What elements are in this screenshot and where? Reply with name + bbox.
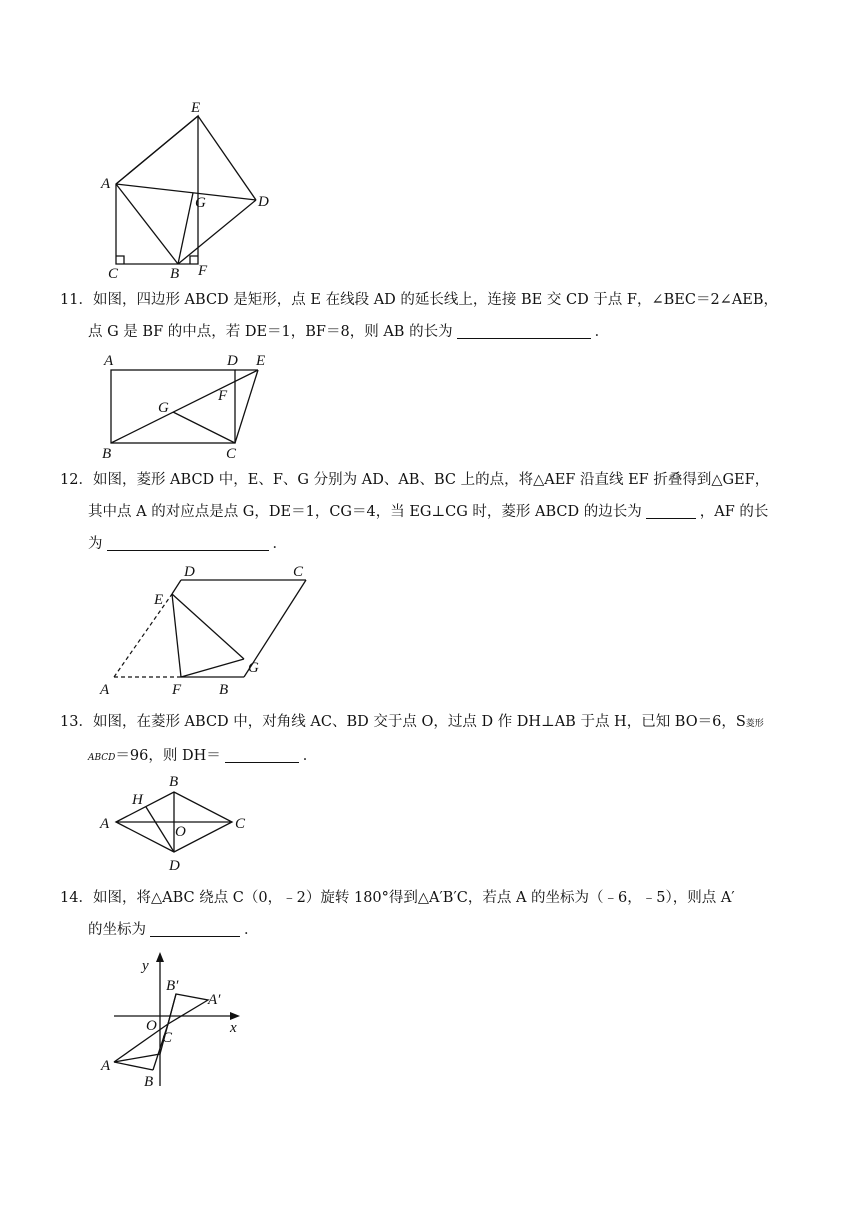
fig11-label-f: F (218, 388, 228, 404)
fig12-label-c: C (293, 564, 304, 580)
q14-line-1 (60, 882, 830, 914)
q12-line-3 (60, 528, 820, 560)
figure-q13 (96, 770, 256, 878)
fig14-label-a: A (101, 1058, 111, 1074)
q13-line-1 (60, 706, 830, 740)
fig12-label-d: D (184, 564, 195, 580)
fig11-label-a: A (104, 353, 114, 369)
figure-q14-diagram (96, 950, 256, 1096)
fig13-label-o: O (175, 824, 186, 840)
fig13-label-h: H (132, 792, 143, 808)
q14-answer-blank[interactable] (150, 918, 240, 937)
q12-line-1 (60, 464, 820, 496)
figure-q14 (96, 950, 256, 1096)
q11-answer-blank[interactable] (457, 320, 591, 339)
q13-text-3: ． (302, 748, 318, 764)
question-11 (60, 284, 820, 348)
fig11-label-d: D (227, 353, 238, 369)
q13-subscript-1: 菱形 (745, 719, 764, 729)
q12-text-3: ，AF 的长 (699, 504, 769, 520)
q11-line-1 (60, 284, 820, 316)
figure-q12-diagram (96, 564, 316, 698)
q12-answer-blank-2[interactable] (107, 532, 269, 551)
q12-number: 12． (60, 472, 93, 488)
q13-subscript-2: ABCD (88, 753, 116, 763)
figure-q11 (96, 348, 286, 460)
q12-text-5: ． (272, 536, 287, 552)
q14-text-1: 如图，将△ABC 绕点 C（0，﹣2）旋转 180°得到△A′B′C，若点 A 的坐标为（﹣6，﹣5），则点 A′ (92, 890, 735, 906)
fig14-label-y: y (142, 958, 149, 974)
fig14-label-a-prime: A′ (208, 992, 221, 1008)
figure-q13-diagram (96, 770, 256, 878)
fig10-label-f: F (198, 263, 208, 279)
question-14 (60, 882, 830, 946)
fig13-label-a: A (100, 816, 110, 832)
q11-text-1: 如图，四边形 ABCD 是矩形，点 E 在线段 AD 的延长线上，连接 BE 交 CD 于点 F，∠BEC＝2∠AEB， (92, 292, 779, 308)
fig10-label-e: E (191, 100, 201, 116)
figure-q11-diagram (96, 348, 286, 460)
fig14-label-o: O (146, 1018, 157, 1034)
q13-line-2 (60, 740, 830, 774)
fig10-label-a: A (101, 176, 111, 192)
q12-text-2: 其中点 A 的对应点是点 G，DE＝1，CG＝4，当 EG⊥CG 时，菱形 ABCD 的边长为 (88, 504, 642, 520)
q12-text-1: 如图，菱形 ABCD 中，E、F、G 分别为 AD、AB、BC 上的点，将△AEF 沿直线 EF 折叠得到△GEF， (92, 472, 770, 488)
q14-number: 14． (60, 890, 93, 906)
q14-text-3: ． (244, 922, 259, 938)
q14-text-2: 的坐标为 (88, 922, 146, 938)
fig10-label-g: G (195, 195, 206, 211)
fig12-label-a: A (100, 682, 110, 698)
fig14-label-c: C (162, 1030, 173, 1046)
fig11-label-c: C (226, 446, 237, 460)
fig14-label-x: x (230, 1020, 237, 1036)
q13-text-1: 如图，在菱形 ABCD 中，对角线 AC、BD 交于点 O，过点 D 作 DH⊥AB 于点 H，已知 BO＝6，S (92, 714, 746, 730)
figure-q12 (96, 564, 316, 698)
fig13-label-c: C (235, 816, 246, 832)
fig12-label-e: E (154, 592, 164, 608)
fig13-label-b: B (169, 774, 179, 790)
figure-q10-diagram (96, 100, 286, 280)
fig10-label-c: C (108, 266, 119, 280)
fig12-label-f: F (172, 682, 182, 698)
q14-line-2 (60, 914, 830, 946)
fig11-label-b: B (102, 446, 112, 460)
q12-answer-blank-1[interactable] (646, 500, 696, 519)
fig13-label-d: D (169, 858, 180, 874)
fig11-label-g: G (158, 400, 169, 416)
question-13 (60, 706, 830, 774)
q13-number: 13． (60, 714, 93, 730)
fig10-label-d: D (258, 194, 269, 210)
q11-text-2: 点 G 是 BF 的中点，若 DE＝1，BF＝8，则 AB 的长为 (88, 324, 453, 340)
fig11-label-e: E (256, 353, 266, 369)
fig12-label-g: G (248, 660, 259, 676)
q11-number: 11． (60, 292, 93, 308)
fig12-label-b: B (219, 682, 229, 698)
q11-line-2 (60, 316, 820, 348)
q11-text-3: ． (594, 324, 610, 340)
fig14-label-b: B (144, 1074, 154, 1090)
q12-text-4: 为 (88, 536, 103, 552)
figure-q10 (96, 100, 286, 280)
q13-answer-blank[interactable] (225, 744, 299, 763)
fig14-label-b-prime: B′ (166, 978, 179, 994)
fig10-label-b: B (170, 266, 180, 280)
q13-text-2: ＝96，则 DH＝ (115, 748, 221, 764)
q12-line-2 (60, 496, 820, 528)
question-12 (60, 464, 820, 560)
